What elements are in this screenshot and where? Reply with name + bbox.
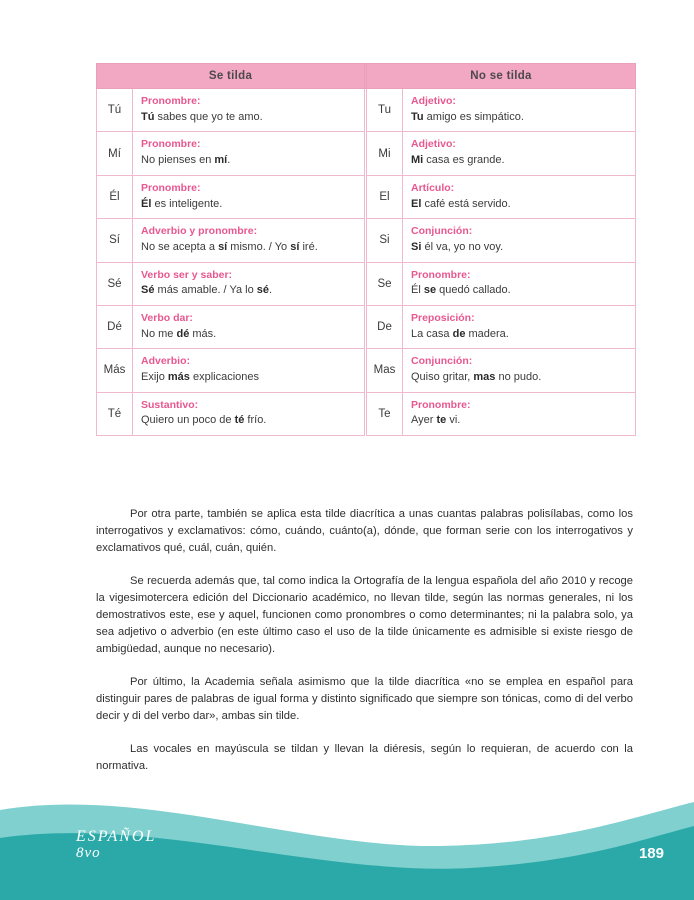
row-left-definition	[133, 392, 365, 435]
table-row	[97, 262, 636, 305]
body-text-block	[96, 506, 633, 791]
page-number: 189	[638, 845, 664, 862]
row-left-definition	[133, 349, 365, 392]
row-left-word: Tú	[97, 89, 133, 132]
row-left-example: No me dé más.	[141, 327, 217, 340]
row-left-category: Pronombre:	[141, 181, 201, 194]
row-left-example: Él es inteligente.	[141, 197, 223, 210]
row-right-word: Se	[367, 262, 403, 305]
row-right-example: Ayer te vi.	[411, 414, 461, 427]
row-left-example: Quiero un poco de té frío.	[141, 414, 267, 427]
row-right-definition	[403, 175, 636, 218]
table-row	[97, 392, 636, 435]
row-left-definition	[133, 262, 365, 305]
brand-line-2: 8vo	[76, 845, 101, 861]
table-row	[97, 305, 636, 348]
row-left-category: Pronombre:	[141, 138, 201, 151]
row-left-definition	[133, 175, 365, 218]
row-left-word: Dé	[97, 305, 133, 348]
brand-line-1: ESPAÑOL	[76, 828, 157, 845]
row-right-category: Adjetivo:	[411, 138, 456, 151]
row-right-word: El	[367, 175, 403, 218]
row-left-example: No se acepta a sí mismo. / Yo sí iré.	[141, 240, 318, 253]
row-left-category: Adverbio:	[141, 355, 191, 368]
row-left-category: Pronombre:	[141, 95, 201, 107]
row-right-category: Conjunción:	[411, 355, 473, 368]
row-left-word: Té	[97, 392, 133, 435]
row-right-category: Preposición:	[411, 311, 475, 324]
row-left-definition	[133, 132, 365, 175]
book-brand	[76, 828, 156, 862]
body-paragraph: Las vocales en mayúscula se tildan y llevan la diéresis, según lo requieran, de acuerdo con la normativa.	[96, 743, 633, 773]
row-left-word: Sí	[97, 219, 133, 262]
table-row	[97, 89, 636, 132]
row-right-example: Tu amigo es simpático.	[411, 110, 524, 123]
table-header-row	[97, 64, 636, 89]
row-right-example: Quiso gritar, mas no pudo.	[411, 371, 542, 384]
row-left-example: No pienses en mí.	[141, 154, 231, 167]
row-left-definition	[133, 89, 365, 132]
row-right-definition	[403, 305, 636, 348]
row-right-category: Adjetivo:	[411, 95, 456, 107]
tilde-table	[96, 63, 636, 436]
row-right-word: Te	[367, 392, 403, 435]
table-row	[97, 349, 636, 392]
row-left-definition	[133, 219, 365, 262]
row-right-example: El café está servido.	[411, 197, 511, 210]
row-right-definition	[403, 262, 636, 305]
row-left-category: Adverbio y pronombre:	[141, 225, 258, 238]
tilde-table-container	[96, 63, 633, 436]
row-right-category: Pronombre:	[411, 398, 471, 411]
row-left-word: Mí	[97, 132, 133, 175]
row-right-definition	[403, 392, 636, 435]
table-header-se-tilda: Se tilda	[97, 64, 365, 89]
row-right-word: Si	[367, 219, 403, 262]
row-right-word: Tu	[367, 89, 403, 132]
row-right-category: Artículo:	[411, 181, 455, 194]
row-right-example: Si él va, yo no voy.	[411, 240, 504, 253]
row-right-example: Él se quedó callado.	[411, 284, 511, 297]
row-right-category: Pronombre:	[411, 268, 471, 281]
row-left-word: Él	[97, 175, 133, 218]
row-right-example: Mi casa es grande.	[411, 154, 505, 167]
row-left-word: Más	[97, 349, 133, 392]
row-left-category: Verbo dar:	[141, 311, 193, 324]
row-right-word: Mi	[367, 132, 403, 175]
row-left-example: Sé más amable. / Ya lo sé.	[141, 284, 273, 297]
body-paragraph: Se recuerda además que, tal como indica la Ortografía de la lengua española del año 2010 y recoge la vigesimotercera edición del Diccionario académico, no llevan tilde, según las normas generales, ni los demostrativos este, ese y aquel, funcionen como pronombres o como determinantes; ni la palabra solo, ya sea adjetivo o adverbio (en este último caso el uso de la tilde únicamente es admisible si existe riesgo de ambigüedad, aunque no necesario).	[96, 575, 633, 656]
table-row	[97, 219, 636, 262]
row-left-word: Sé	[97, 262, 133, 305]
table-body	[97, 89, 636, 436]
row-right-definition	[403, 349, 636, 392]
row-right-definition	[403, 89, 636, 132]
body-paragraph: Por otra parte, también se aplica esta tilde diacrítica a unas cuantas palabras polisílabas, como los interrogativos y exclamativos: cómo, cuándo, cuánto(a), dónde, que forman serie con los interrogativos y exclamativos qué, cuál, cuán, quién.	[96, 508, 633, 555]
page-footer	[0, 780, 694, 900]
row-left-definition	[133, 305, 365, 348]
row-left-category: Verbo ser y saber:	[141, 268, 233, 281]
table-row	[97, 175, 636, 218]
table-header-no-se-tilda: No se tilda	[367, 64, 636, 89]
table-row	[97, 132, 636, 175]
body-paragraph: Por último, la Academia señala asimismo que la tilde diacrítica «no se emplea en español para distinguir pares de palabras de igual forma y distinto significado que siempre son tónicas, como di del verbo decir y di del verbo dar», ambas sin tilde.	[96, 676, 633, 723]
row-left-example: Tú sabes que yo te amo.	[141, 110, 263, 123]
row-right-definition	[403, 219, 636, 262]
row-right-definition	[403, 132, 636, 175]
row-right-word: De	[367, 305, 403, 348]
row-right-category: Conjunción:	[411, 225, 473, 238]
row-right-example: La casa de madera.	[411, 327, 509, 340]
row-left-example: Exijo más explicaciones	[141, 371, 260, 384]
row-right-word: Mas	[367, 349, 403, 392]
row-left-category: Sustantivo:	[141, 398, 199, 411]
